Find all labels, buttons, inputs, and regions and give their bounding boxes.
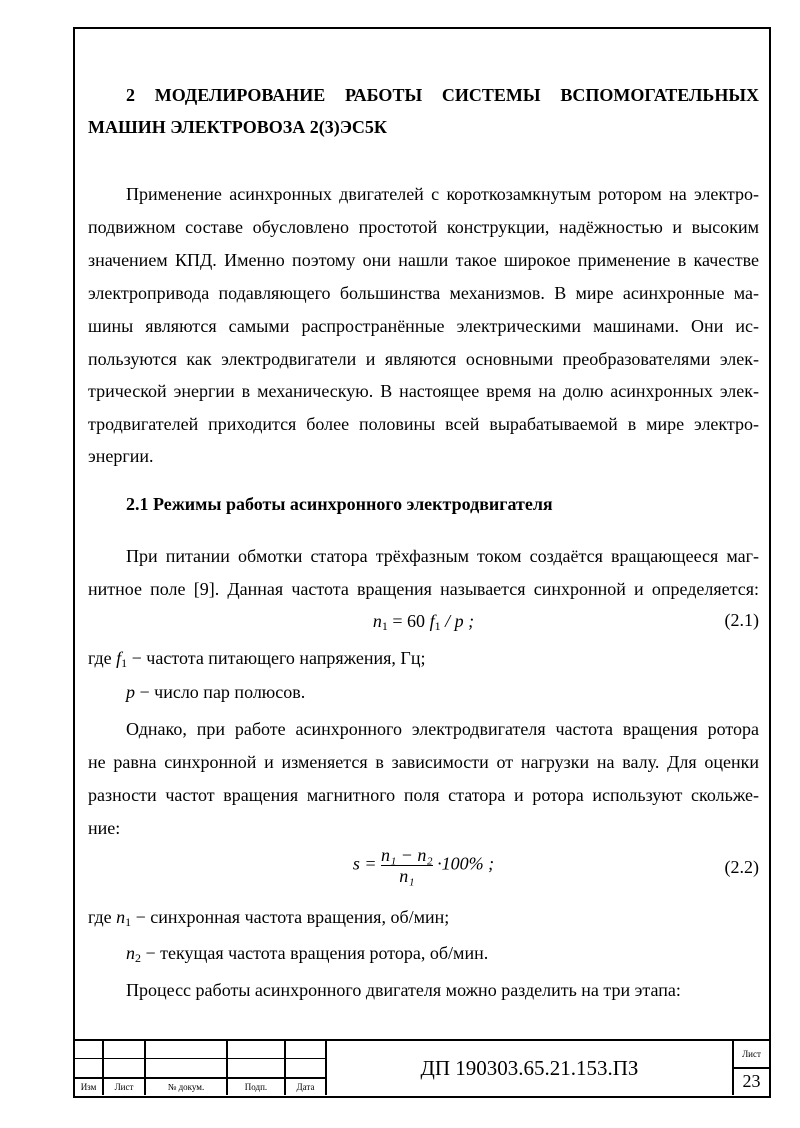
definition-line: где $f_1$ − частота питающего напряжения, Гц; xyxy=(88,648,426,670)
document-code: ДП 190303.65.21.153.ПЗ xyxy=(420,1056,639,1080)
paragraph-line: При питании обмотки статора трёхфазным током создаётся вращающееся маг- xyxy=(126,546,759,566)
label-list: Лист xyxy=(114,1082,134,1092)
label-signature: Подп. xyxy=(244,1082,268,1092)
paragraph-line: энергии. xyxy=(88,446,154,466)
paragraph-line: ние: xyxy=(88,818,121,838)
definition-line: $n_2$ − текущая частота вращения ротора, об/мин. xyxy=(126,943,489,965)
equation-2-1: $n_1 = 60$ $f_1$ / p ; xyxy=(372,611,475,633)
equation-number: (2.2) xyxy=(724,857,759,877)
paragraph-line: трической энергии в механическую. В настоящее время на долю асинхронных элек- xyxy=(88,381,759,401)
label-doc-number: № докум. xyxy=(167,1082,205,1092)
paragraph-line: Однако, при работе асинхронного электродвигателя частота вращения ротора xyxy=(126,719,759,739)
paragraph-line: электропривода подавляющего большинства механизмов. В мире асинхронные ма- xyxy=(88,283,759,303)
paragraph-line: значением КПД. Именно поэтому они нашли такое широкое применение в качестве xyxy=(88,250,759,270)
equation-number: (2.1) xyxy=(724,610,759,630)
chapter-heading-line-1: 2 МОДЕЛИРОВАНИЕ РАБОТЫ СИСТЕМЫ ВСПОМОГАТЕЛЬНЫХ xyxy=(126,85,759,105)
paragraph-line: Процесс работы асинхронного двигателя можно разделить на три этапа: xyxy=(126,980,681,1000)
paragraph-line: шины являются самыми распространённые электрическими машинами. Они ис- xyxy=(88,316,759,336)
section-heading: 2.1 Режимы работы асинхронного электродвигателя xyxy=(126,494,553,514)
label-izm: Изм xyxy=(80,1082,97,1092)
label-date: Дата xyxy=(296,1082,315,1092)
paragraph-line: нитное поле [9]. Данная частота вращения называется синхронной и определяется: xyxy=(88,579,759,599)
paragraph-line: Применение асинхронных двигателей с короткозамкнутым ротором на электро- xyxy=(126,184,759,204)
paragraph-line: разности частот вращения магнитного поля статора и ротора используют скольже- xyxy=(88,785,759,805)
paragraph-line: подвижном составе обусловлено простотой конструкции, надёжностью и высоким xyxy=(88,217,759,237)
sheet-number: 23 xyxy=(742,1071,761,1091)
equation-2-2: s = $\frac{\text{n₁ − n₂}}{\text{n₁}}$ ·100% ; xyxy=(352,845,495,886)
chapter-heading-line-2: МАШИН ЭЛЕКТРОВОЗА 2(3)ЭС5К xyxy=(88,117,387,137)
definition-line: p − число пар полюсов. xyxy=(126,682,306,702)
definition-line: где $n_1$ − синхронная частота вращения, об/мин; xyxy=(88,907,450,929)
paragraph-line: пользуются как электродвигатели и являются основными преобразователями элек- xyxy=(88,349,759,369)
paragraph-line: не равна синхронной и изменяется в зависимости от нагрузки на валу. Для оценки xyxy=(88,752,759,772)
sheet-label: Лист xyxy=(742,1049,761,1059)
paragraph-line: тродвигателей приходится более половины всей вырабатываемой в мире электро- xyxy=(88,414,759,434)
